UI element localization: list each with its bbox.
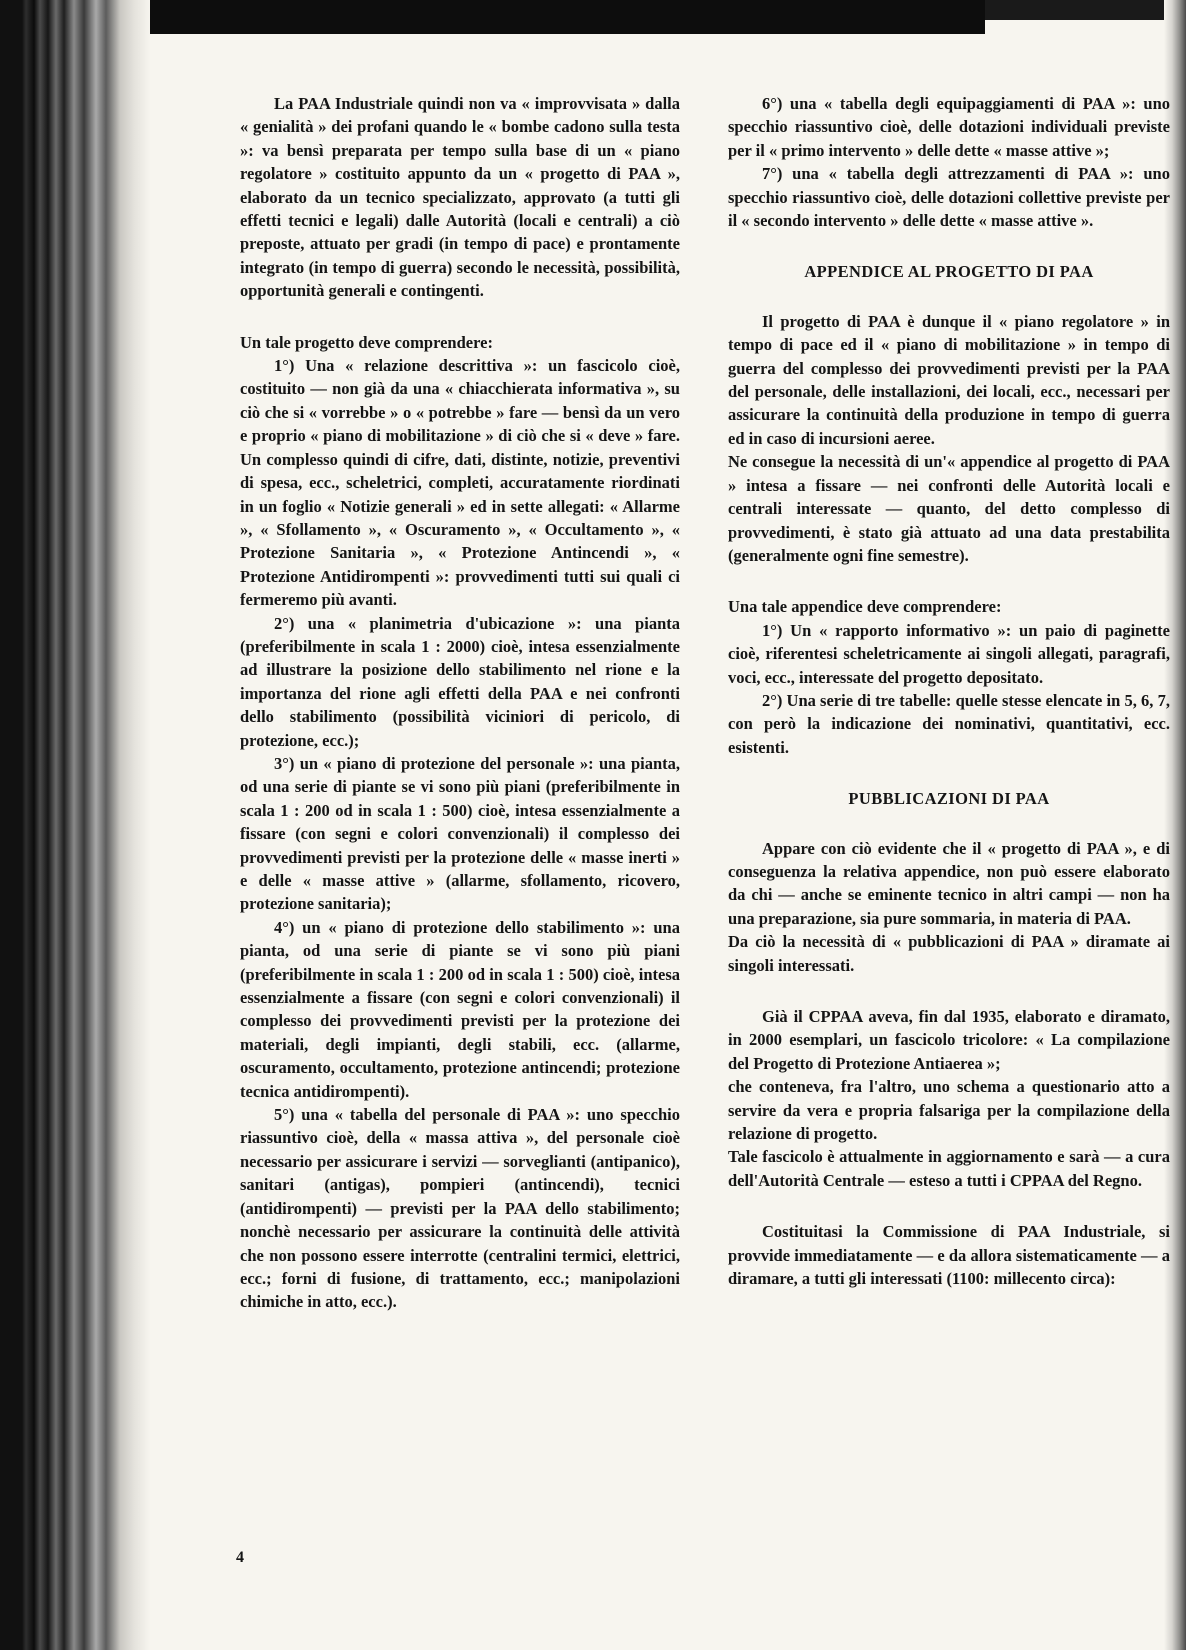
list-item: 3°) un « piano di protezione del personale »: una pianta, od una serie di piante se vi sono più piani (preferibilmente in scala 1 : 200 od in scala 1 : 500) cioè, intesa essenzialmente a fissare (con segni e colori convenzionali) il complesso dei provvedimenti previsti per la protezione delle « masse inerti » e delle « masse attive » (allarme, sfollamento, ricovero, protezione sanitaria); [240, 753, 680, 914]
section-heading-pubblicazioni: PUBBLICAZIONI DI PAA [848, 789, 1050, 809]
list-item: 1°) Un « rapporto informativo »: un paio di paginette cioè, riferentesi scheletricamente ai singoli allegati, paragrafi, voci, ecc., interessate del progetto depositato. [728, 620, 1170, 687]
paragraph: Ne consegue la necessità di un'« appendice al progetto di PAA » intesa a fissare — nei confronti delle Autorità locali e centrali interessate — quanto, del detto complesso di provvedimenti, è stato già attuato ad una data prestabilita (generalmente ogni fine semestre). [728, 452, 1170, 565]
book-binding-edge [0, 0, 150, 1650]
list-item: 2°) una « planimetria d'ubicazione »: una pianta (preferibilmente in scala 1 : 2000) cioè, intesa essenzialmente ad illustrare la posizione dello stabilimento nel rione e la importanza del rione agli effetti della PAA e nei confronti dello stabilimento (possibilità viciniori di pericolo, di protezione, ecc.); [240, 613, 680, 750]
paragraph: Una tale appendice deve comprendere: [728, 597, 1002, 617]
section-heading-appendice: APPENDICE AL PROGETTO DI PAA [804, 262, 1094, 282]
list-item: 7°) una « tabella degli attrezzamenti di PAA »: uno specchio riassuntivo cioè, delle dotazioni collettive previste per il « secondo intervento » delle dette « masse attive ». [728, 164, 1170, 231]
paragraph: Tale fascicolo è attualmente in aggiornamento e sarà — a cura dell'Autorità Centrale — esteso a tutti i CPPAA del Regno. [728, 1147, 1170, 1190]
page-number: 4 [236, 1549, 244, 1566]
paragraph: Già il CPPAA aveva, fin dal 1935, elaborato e diramato, in 2000 esemplari, un fascicolo tricolore: « La compilazione del Progetto di Protezione Antiaerea »; [728, 1007, 1170, 1073]
paragraph: che conteneva, fra l'altro, uno schema a questionario atto a servire da vera e propria falsariga per la compilazione della relazione di progetto. [728, 1077, 1170, 1144]
paragraph: La PAA Industriale quindi non va « improvvisata » dalla « genialità » dei profani quando le « bombe cadono sulla testa »: va bensì preparata per tempo sulla base di un « piano regolatore » costituito appunto da un « progetto di PAA », elaborato da un tecnico specializzato, approvato (a tutti gli effetti tecnici e legali) dalle Autorità (locali e centrali) a ciò preposte, attuato per gradi (in tempo di pace) e prontamente integrato (in tempo di guerra) secondo le necessità, possibilità, opportunità generali e contingenti. [240, 94, 680, 301]
paragraph: Un tale progetto deve comprendere: [240, 332, 493, 352]
list-item: 5°) una « tabella del personale di PAA »: uno specchio riassuntivo cioè, della « massa attiva », del personale cioè necessario per assicurare i servizi — sorveglianti (antipanico), sanitari (antigas), pompieri (antincendi), tecnici (antidirompenti) — previsti per la PAA dello stabilimento; nonchè necessario per assicurare la continuità delle attività che non possono essere interrotte (centralini termici, elettrici, ecc.; forni di fusione, di trattamento, ecc.; manipolazioni chimiche in atto, ecc.). [240, 1105, 680, 1312]
paragraph: Da ciò la necessità di « pubblicazioni di PAA » diramate ai singoli interessati. [728, 932, 1170, 975]
paragraph: Costituitasi la Commissione di PAA Industriale, si provvide immediatamente — e da allora sistematicamente — a diramare, a tutti gli interessati (1100: millecento circa): [728, 1222, 1170, 1289]
list-item: 6°) una « tabella degli equipaggiamenti di PAA »: uno specchio riassuntivo cioè, delle dotazioni individuali previste per il « primo intervento » delle dette « masse attive »; [728, 94, 1170, 160]
paragraph: Appare con ciò evidente che il « progetto di PAA », e di conseguenza la relativa appendice, non può essere elaborato da chi — anche se eminente tecnico in altri campi — non ha una preparazione, sia pure sommaria, in materia di PAA. [728, 838, 1170, 928]
paragraph: Il progetto di PAA è dunque il « piano regolatore » in tempo di pace ed il « piano di mobilitazione » in tempo di guerra del complesso dei provvedimenti previsti per la PAA del personale, delle installazioni, dei locali, ecc., necessari per assicurare la continuità della produzione in tempo di guerra ed in caso di incursioni aeree. [728, 311, 1170, 448]
scan-top-border-right [985, 0, 1186, 20]
left-text-column [240, 92, 680, 1314]
list-item: 4°) un « piano di protezione dello stabilimento »: una pianta, od una serie di piante se vi sono più piani (preferibilmente in scala 1 : 200 od in scala 1 : 500) cioè, intesa essenzialmente a fissare (con segni e colori convenzionali) il complesso dei provvedimenti previsti per la protezione dei materiali, degli impianti, degli stabili, ecc. (allarme, oscuramento, occultamento, protezione antincendi; protezione tecnica antidirompenti). [240, 917, 680, 1101]
list-item: 2°) Una serie di tre tabelle: quelle stesse elencate in 5, 6, 7, con però la indicazione dei nominativi, quantitativi, ecc. esistenti. [728, 690, 1170, 757]
list-item: 1°) Una « relazione descrittiva »: un fascicolo cioè, costituito — non già da una « chiacchierata informativa », su ciò che si « vorrebbe » o « potrebbe » fare — bensì da un vero e proprio « piano di mobilitazione » di ciò che si « deve » fare. Un complesso quindi di cifre, dati, distinte, notizie, preventivi di spesa, ecc., scheletrici, completi, accuratamente riordinati in un foglio « Notizie generali » ed in sette allegati: « Allarme », « Sfollamento », « Oscuramento », « Occultamento », « Protezione Sanitaria », « Protezione Antincendi », « Protezione Antidirompenti »: provvedimenti tutti sui quali ci fermeremo più avanti. [240, 356, 680, 610]
right-text-column [728, 92, 1170, 1290]
